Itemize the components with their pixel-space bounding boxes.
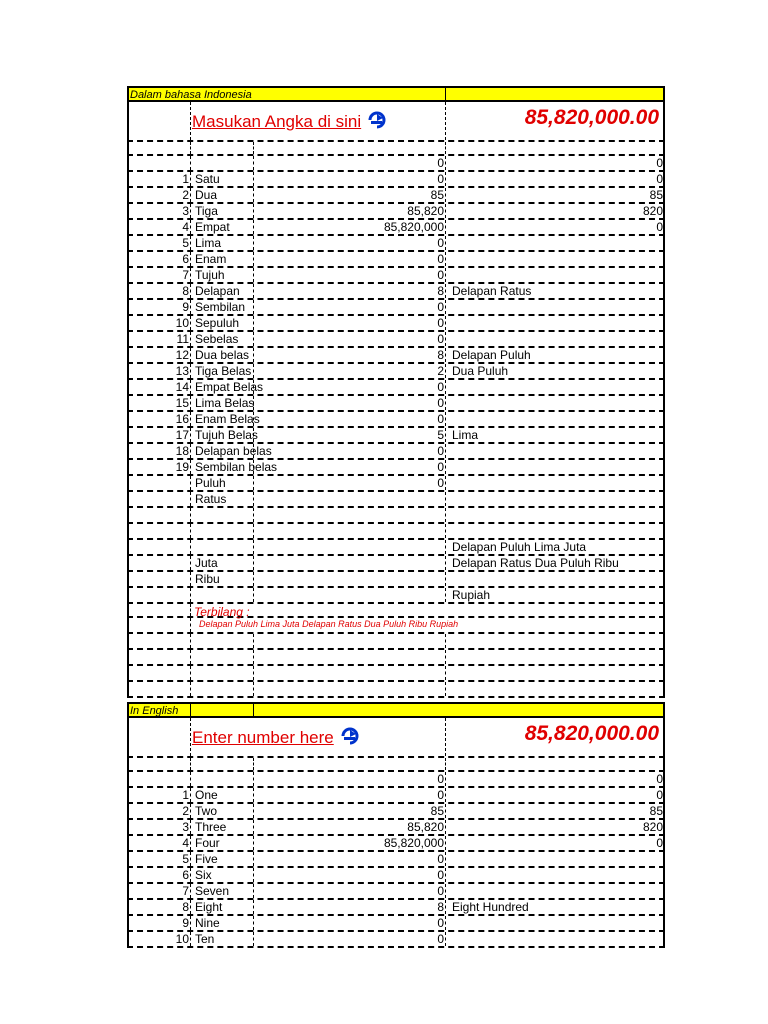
row-number: 3 (182, 820, 189, 834)
blank-row (127, 682, 665, 698)
spreadsheet (127, 86, 665, 948)
cell-result (446, 492, 665, 506)
table-row (127, 380, 665, 396)
cell-value: 0 (437, 316, 444, 330)
cell-value: 0 (437, 476, 444, 490)
cell-result: 0 (656, 156, 663, 170)
cell-value: 2 (437, 364, 444, 378)
table-row (127, 284, 665, 300)
cell-value: 85,820 (407, 820, 444, 834)
row-name: Satu (195, 172, 220, 186)
terbilang-label-row (127, 604, 665, 618)
cell-result: 0 (656, 836, 663, 850)
table-row (127, 476, 665, 492)
cell-result: 85 (649, 804, 663, 818)
cell-value: 8 (437, 900, 444, 914)
cell-value: 5 (437, 428, 444, 442)
row-number: 4 (182, 220, 189, 234)
table-row (127, 268, 665, 284)
blank-row (127, 634, 665, 650)
blank-row (127, 650, 665, 666)
cell-result: Delapan Puluh (452, 348, 531, 362)
row-number: 17 (175, 428, 189, 442)
cell-value: 0 (437, 156, 444, 170)
row-number: 15 (175, 396, 189, 410)
cell-result (446, 444, 665, 458)
row-name: Tujuh Belas (195, 428, 258, 442)
table-row (127, 316, 665, 332)
row-number: 11 (176, 332, 189, 346)
row-number: 16 (175, 412, 189, 426)
row-number: 8 (182, 284, 189, 298)
amount-input[interactable]: 85,820,000.00 (524, 106, 659, 129)
table-row (127, 868, 665, 884)
ribu-row (127, 572, 665, 588)
row-name: Ten (195, 932, 215, 946)
cell-result (446, 932, 665, 946)
row-name: Empat Belas (195, 380, 264, 394)
table-row (127, 852, 665, 868)
table-row (127, 804, 665, 820)
row-name: Five (195, 852, 218, 866)
row-name: Dua belas (195, 348, 250, 362)
cell-value: 85 (430, 188, 444, 202)
table-row (127, 172, 665, 188)
row-number: 6 (182, 868, 189, 882)
juta-words: Delapan Puluh Lima Juta (452, 540, 587, 554)
cell-value: 0 (437, 444, 444, 458)
cell-value: 0 (437, 172, 444, 186)
cell-result (446, 852, 665, 866)
terbilang-value-row (127, 618, 665, 634)
table-row (127, 444, 665, 460)
row-number (127, 492, 191, 506)
spacer-row (127, 142, 665, 156)
row-number: 10 (175, 932, 189, 946)
cell-value: 85,820 (407, 204, 444, 218)
table-row (127, 364, 665, 380)
cell-value: 0 (437, 252, 444, 266)
rupiah-row (127, 588, 665, 604)
cell-value (254, 492, 446, 506)
row-number: 3 (182, 204, 189, 218)
table-row (127, 332, 665, 348)
section-label: In English (130, 705, 179, 717)
number-table-indonesia (127, 156, 665, 508)
cell-result: 0 (656, 788, 663, 802)
table-row (127, 460, 665, 476)
table-row (127, 188, 665, 204)
blank-row (127, 524, 665, 540)
blank-row (127, 508, 665, 524)
cell-result (446, 316, 665, 330)
table-row (127, 932, 665, 948)
cell-value: 0 (437, 380, 444, 394)
row-number: 10 (175, 316, 189, 330)
table-row (127, 492, 665, 508)
input-prompt: Enter number here (192, 726, 360, 748)
row-name: Six (195, 868, 212, 882)
cell-result: 0 (656, 772, 663, 786)
input-prompt: Masukan Angka di sini (192, 110, 387, 132)
row-number: 12 (175, 348, 189, 362)
number-table-english (127, 772, 665, 948)
terbilang-label: Terbilang : (194, 605, 250, 619)
row-number: 13 (175, 364, 189, 378)
table-row (127, 820, 665, 836)
cell-result (446, 412, 665, 426)
row-name: Enam (195, 252, 227, 266)
cell-value: 0 (437, 412, 444, 426)
input-row-english (127, 718, 665, 758)
row-name: Tiga Belas (195, 364, 252, 378)
row-name: Puluh (195, 476, 226, 490)
row-number: 18 (175, 444, 189, 458)
cell-result: Delapan Ratus (452, 284, 532, 298)
cell-result: 820 (642, 820, 663, 834)
table-row (127, 396, 665, 412)
input-row-indonesia (127, 102, 665, 142)
cell-result (446, 476, 665, 490)
row-number: 6 (182, 252, 189, 266)
row-name: Sepuluh (195, 316, 240, 330)
row-number: 7 (182, 884, 189, 898)
cell-value: 0 (437, 772, 444, 786)
zero-row (127, 156, 665, 172)
cell-value: 8 (437, 348, 444, 362)
cell-value: 0 (437, 868, 444, 882)
cell-value: 0 (437, 932, 444, 946)
cell-value: 0 (437, 460, 444, 474)
rupiah-label: Rupiah (452, 588, 491, 602)
section-header-indonesia (127, 86, 665, 102)
cell-value: 0 (437, 852, 444, 866)
cell-result (446, 460, 665, 474)
row-number: 2 (182, 804, 189, 818)
row-name: Eight (195, 900, 223, 914)
cell-result: 85 (649, 188, 663, 202)
cell-value: 0 (437, 300, 444, 314)
table-row (127, 428, 665, 444)
table-row (127, 252, 665, 268)
cell-value: 0 (437, 396, 444, 410)
cell-result (446, 396, 665, 410)
row-number: 19 (175, 460, 189, 474)
cell-result (446, 884, 665, 898)
circular-arrow-right-icon (367, 110, 387, 130)
row-name: Tujuh (195, 268, 225, 282)
blank-row (127, 666, 665, 682)
terbilang-value: Delapan Puluh Lima Juta Delapan Ratus Dua Puluh Ribu Rupiah (199, 619, 459, 629)
row-name: Sebelas (195, 332, 239, 346)
cell-value: 0 (437, 268, 444, 282)
table-row (127, 916, 665, 932)
row-number: 9 (182, 300, 189, 314)
cell-value: 0 (437, 884, 444, 898)
row-number: 2 (182, 188, 189, 202)
cell-result: Lima (452, 428, 479, 442)
cell-result (446, 380, 665, 394)
juta-row (127, 556, 665, 572)
cell-value: 0 (437, 788, 444, 802)
row-number: 14 (175, 380, 189, 394)
cell-result (446, 236, 665, 250)
cell-result (446, 868, 665, 882)
cell-result: 0 (656, 172, 663, 186)
table-row (127, 348, 665, 364)
cell-value: 8 (437, 284, 444, 298)
row-number: 4 (182, 836, 189, 850)
table-row (127, 884, 665, 900)
juta-text-row (127, 540, 665, 556)
table-row (127, 204, 665, 220)
row-number: 5 (182, 236, 189, 250)
row-name: Seven (195, 884, 230, 898)
table-row (127, 300, 665, 316)
cell-result: Dua Puluh (452, 364, 509, 378)
row-name: Sembilan belas (195, 460, 278, 474)
amount-input[interactable]: 85,820,000.00 (524, 722, 659, 745)
table-row (127, 900, 665, 916)
row-number: 7 (182, 268, 189, 282)
row-name: Tiga (195, 204, 218, 218)
table-row (127, 220, 665, 236)
spacer-row (127, 758, 665, 772)
row-name: Delapan belas (195, 444, 272, 458)
table-row (127, 236, 665, 252)
table-row (127, 412, 665, 428)
cell-result (446, 916, 665, 930)
cell-result (446, 300, 665, 314)
table-row (127, 836, 665, 852)
cell-result: 0 (656, 220, 663, 234)
cell-value: 0 (437, 916, 444, 930)
ribu-label: Ribu (195, 572, 220, 586)
row-name: Enam Belas (195, 412, 260, 426)
row-name: Four (195, 836, 220, 850)
row-name: Ratus (195, 492, 227, 506)
row-name: Three (195, 820, 227, 834)
row-name: One (195, 788, 218, 802)
row-name: Empat (195, 220, 230, 234)
row-name: Nine (195, 916, 220, 930)
cell-result (446, 252, 665, 266)
section-header-english (127, 702, 665, 718)
cell-value: 0 (437, 236, 444, 250)
row-name: Lima Belas (195, 396, 255, 410)
row-number: 8 (182, 900, 189, 914)
ribu-words: Delapan Ratus Dua Puluh Ribu (452, 556, 619, 570)
row-name: Lima (195, 236, 222, 250)
juta-label: Juta (195, 556, 218, 570)
cell-value: 85,820,000 (383, 836, 444, 850)
row-name: Delapan (195, 284, 240, 298)
cell-value: 85 (430, 804, 444, 818)
row-number: 1 (182, 788, 189, 802)
row-number (127, 476, 191, 490)
cell-result: Eight Hundred (452, 900, 529, 914)
cell-result: 820 (642, 204, 663, 218)
row-number: 5 (182, 852, 189, 866)
cell-value: 0 (437, 332, 444, 346)
cell-value: 85,820,000 (383, 220, 444, 234)
cell-result (446, 332, 665, 346)
section-label: Dalam bahasa Indonesia (130, 89, 252, 101)
row-number: 1 (182, 172, 189, 186)
row-number: 9 (182, 916, 189, 930)
circular-arrow-right-icon (340, 726, 360, 746)
table-row (127, 788, 665, 804)
zero-row (127, 772, 665, 788)
row-name: Sembilan (195, 300, 246, 314)
cell-result (446, 268, 665, 282)
row-name: Two (195, 804, 218, 818)
row-name: Dua (195, 188, 218, 202)
